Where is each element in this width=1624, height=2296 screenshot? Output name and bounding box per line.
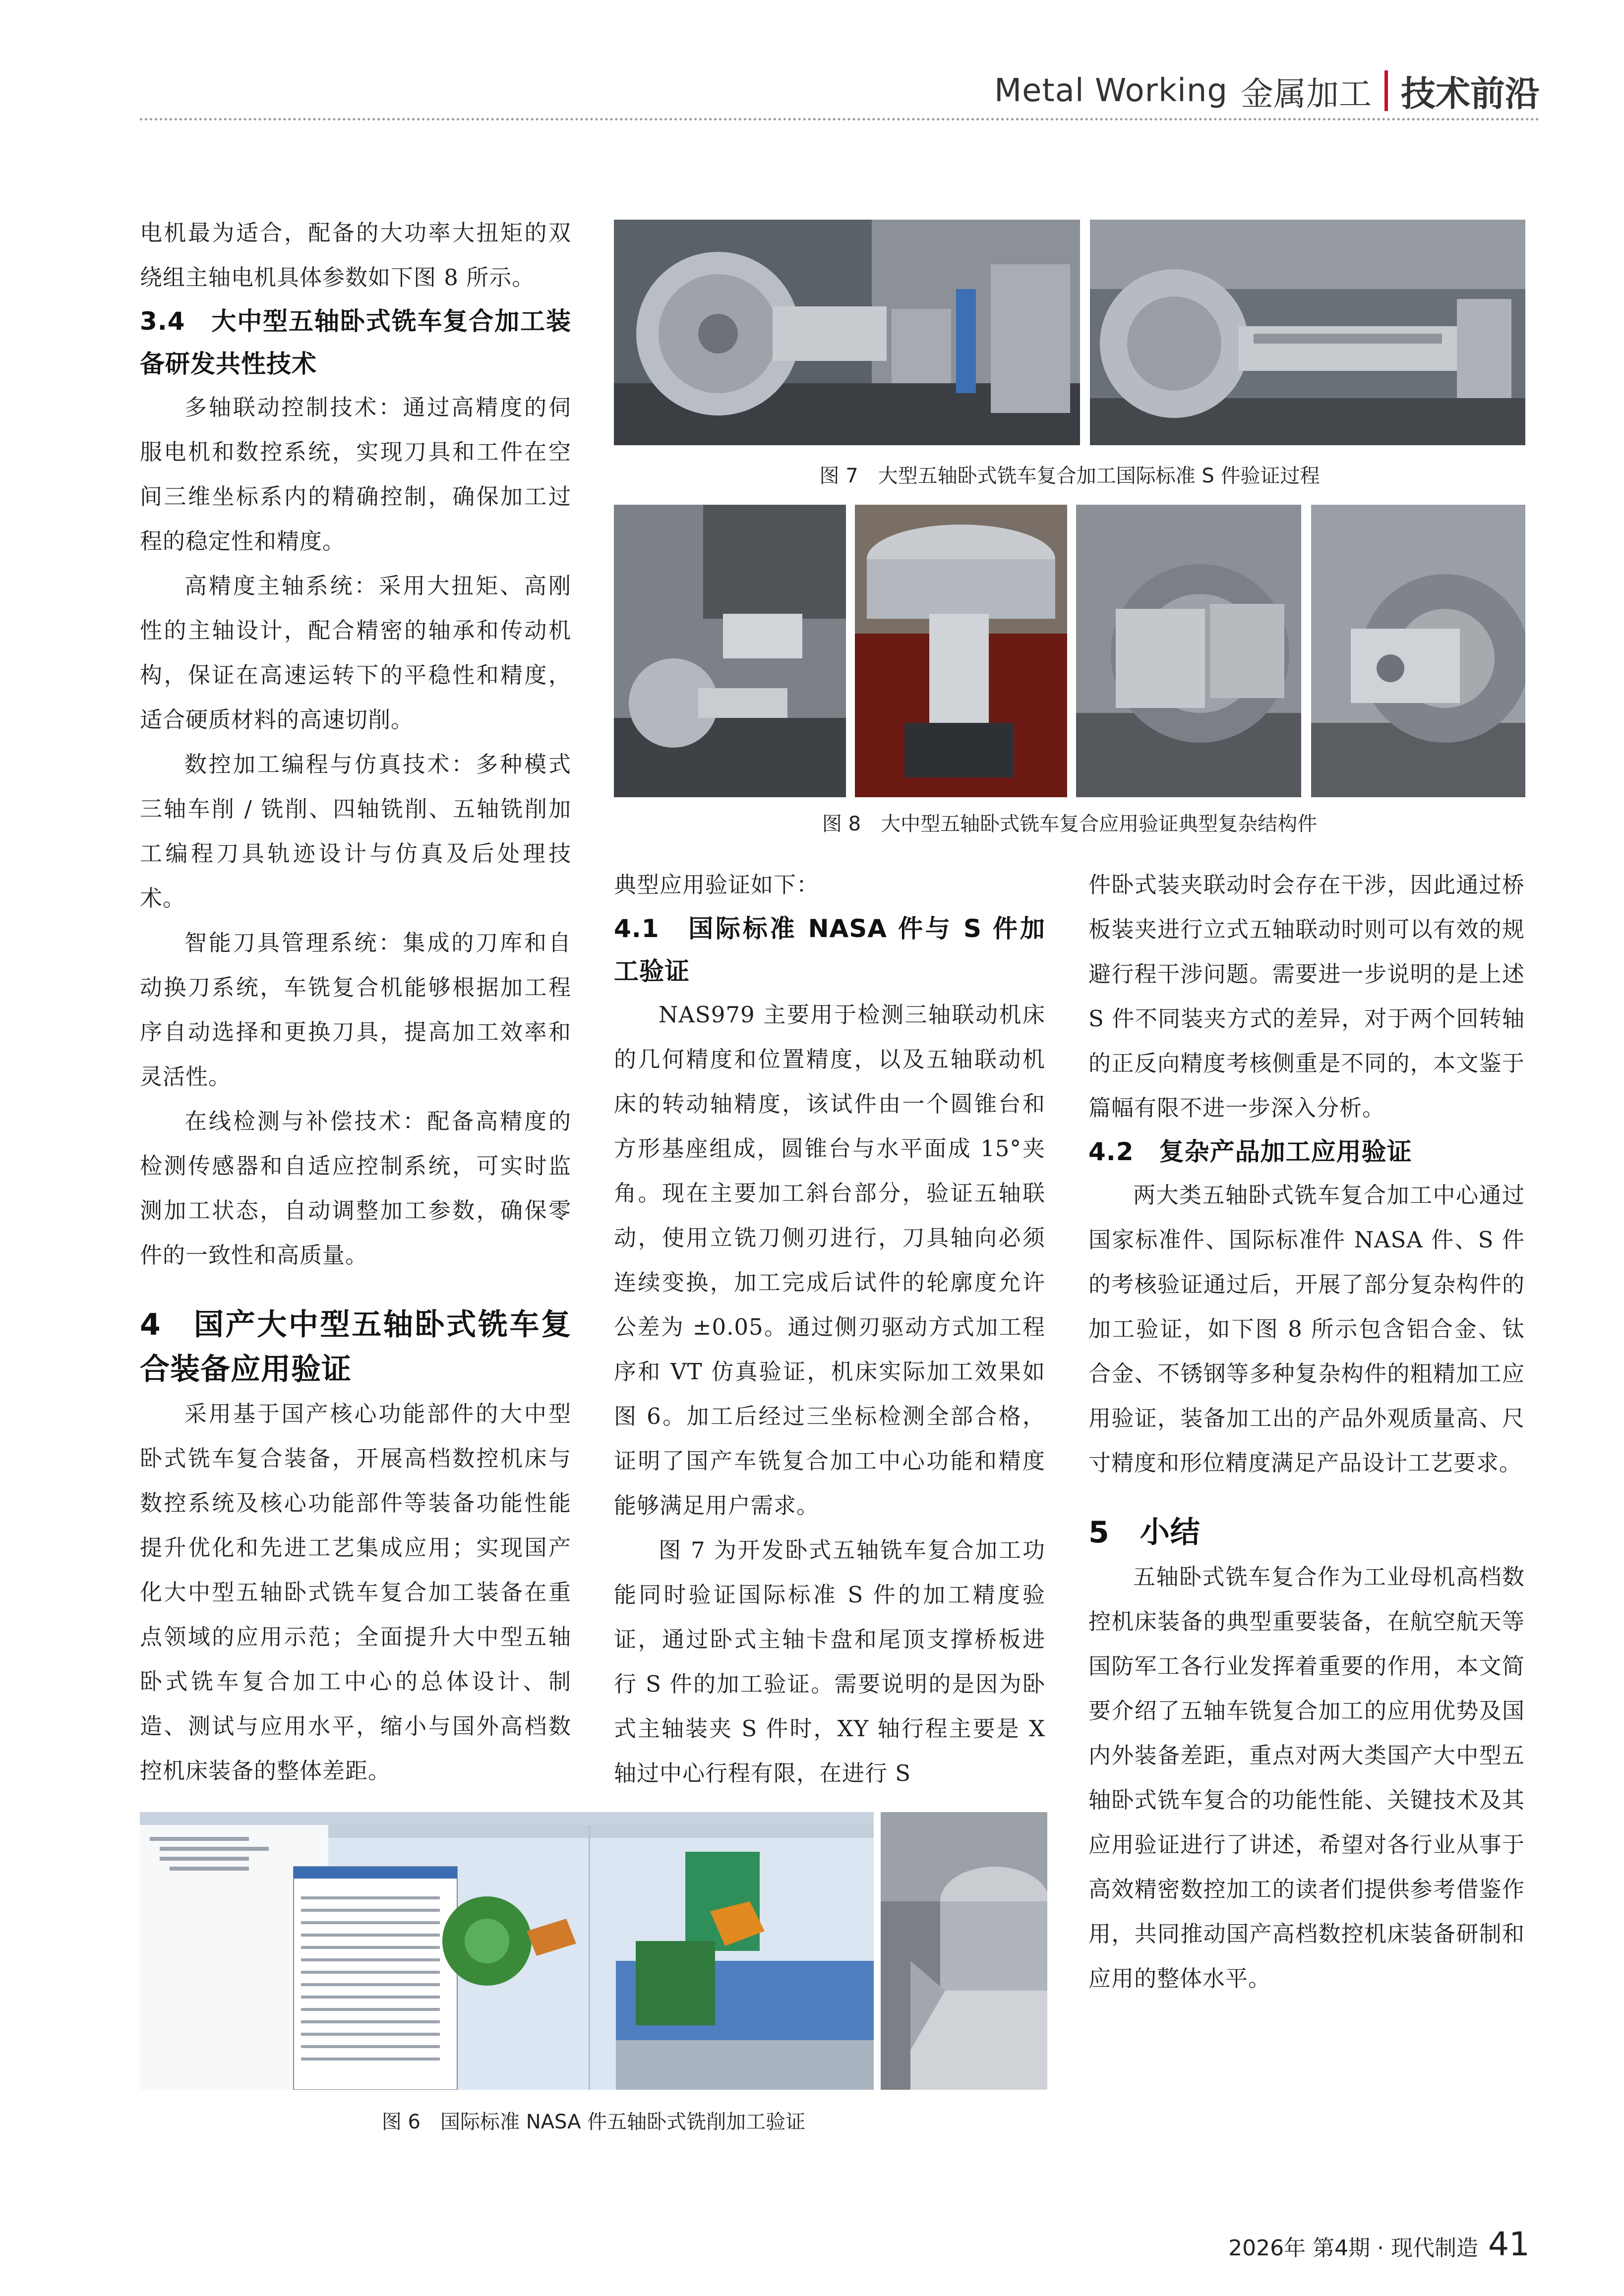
section-3-4-title: 3.4 大中型五轴卧式铣车复合加工装备研发共性技术 xyxy=(140,307,571,378)
fig8-caption: 图 8 大中型五轴卧式铣车复合应用验证典型复杂结构件 xyxy=(822,813,1318,835)
right-continued: 件卧式装夹联动时会存在干涉，因此通过桥板装夹进行立式五轴联动时则可以有效的规避行程干涉问题。需要进一步说明的是上述 S 件不同装夹方式的差异，对于两个回转轴的正反向精度考核侧重是不同的，本文鉴于篇幅有限不进一步深入分析。 xyxy=(1088,872,1525,1121)
fig8-photo-1 xyxy=(614,505,846,797)
section-4-title: 4 国产大中型五轴卧式铣车复合装备应用验证 xyxy=(140,1307,571,1387)
header-column: 技术前沿 xyxy=(1401,73,1540,114)
paragraph: 高精度主轴系统：采用大扭矩、高刚性的主轴设计，配合精密的轴承和传动机构，保证在高速运转下的平稳性和精度，适合硬质材料的高速切削。 xyxy=(140,573,571,733)
section-4-1-title: 4.1 国际标准 NASA 件与 S 件加工验证 xyxy=(614,914,1045,986)
fig7-photo-left xyxy=(614,220,1080,445)
header-divider xyxy=(1384,70,1388,111)
header-en: Metal Working xyxy=(994,72,1228,109)
page-header xyxy=(994,63,1540,118)
fig6-machined-part-photo xyxy=(881,1812,1047,2090)
section-4-2-title: 4.2 复杂产品加工应用验证 xyxy=(1088,1137,1412,1166)
fig6-caption: 图 6 国际标准 NASA 件五轴卧式铣削加工验证 xyxy=(381,2111,806,2133)
middle-column xyxy=(614,863,1045,1796)
left-intro: 电机最为适合，配备的大功率大扭矩的双绕组主轴电机具体参数如下图 8 所示。 xyxy=(140,220,571,291)
right-column xyxy=(1088,863,1525,2001)
paragraph: 采用基于国产核心功能部件的大中型卧式铣车复合装备，开展高档数控机床与数控系统及核心功能部件等装备功能性能提升优化和先进工艺集成应用；实现国产化大中型五轴卧式铣车复合加工装备在重点领域的应用示范；全面提升大中型五轴卧式铣车复合加工中心的总体设计、制造、测试与应用水平，缩小与国外高档数控机床装备的整体差距。 xyxy=(140,1401,571,1784)
paragraph: 五轴卧式铣车复合作为工业母机高档数控机床装备的典型重要装备，在航空航天等国防军工各行业发挥着重要的作用，本文简要介绍了五轴车铣复合加工的应用优势及国内外装备差距，重点对两大类国产大中型五轴卧式铣车复合的功能性能、关键技术及其应用验证进行了讲述，希望对各行业从事于高效精密数控加工的读者们提供参考借鉴作用，共同推动国产高档数控机床装备研制和应用的整体水平。 xyxy=(1088,1564,1525,1992)
fig8-photo-4 xyxy=(1311,505,1525,797)
left-column xyxy=(140,211,571,1793)
page-footer xyxy=(1228,2225,1530,2263)
paragraph: 两大类五轴卧式铣车复合加工中心通过国家标准件、国际标准件 NASA 件、S 件的考核验证通过后，开展了部分复杂构件的加工验证，如下图 8 所示包含铝合金、钛合金、不锈钢等多种复杂构件的粗精加工应用验证，装备加工出的产品外观质量高、尺寸精度和形位精度满足产品设计工艺要求。 xyxy=(1088,1182,1525,1476)
paragraph: 图 7 为开发卧式五轴铣车复合加工功能同时验证国际标准 S 件的加工精度验证，通过卧式主轴卡盘和尾顶支撑桥板进行 S 件的加工验证。需要说明的是因为卧式主轴装夹 S 件时，XY 轴行程主要是 X 轴过中心行程有限，在进行 S xyxy=(614,1537,1045,1786)
header-rule xyxy=(140,118,1540,120)
paragraph: NAS979 主要用于检测三轴联动机床的几何精度和位置精度，以及五轴联动机床的转动轴精度，该试件由一个圆锥台和方形基座组成，圆锥台与水平面成 15°夹角。现在主要加工斜台部分，验证五轴联动，使用立铣刀侧刃进行，刀具轴向必须连续变换，加工完成后试件的轮廓度允许公差为 ±0.05。通过侧刃驱动方式加工程序和 VT 仿真验证，机床实际加工效果如图 6。加工后经过三坐标检测全部合格，证明了国产车铣复合加工中心功能和精度能够满足用户需求。 xyxy=(614,1001,1045,1519)
fig8-photo-2 xyxy=(855,505,1067,797)
paragraph: 多轴联动控制技术：通过高精度的伺服电机和数控系统，实现刀具和工件在空间三维坐标系内的精确控制，确保加工过程的稳定性和精度。 xyxy=(140,394,571,554)
paragraph: 数控加工编程与仿真技术：多种模式三轴车削 / 铣削、四轴铣削、五轴铣削加工编程刀具轨迹设计与仿真及后处理技术。 xyxy=(140,751,571,911)
paragraph: 智能刀具管理系统：集成的刀库和自动换刀系统，车铣复合机能够根据加工程序自动选择和更换刀具，提高加工效率和灵活性。 xyxy=(140,930,571,1090)
section-5-title: 5 小结 xyxy=(1088,1515,1201,1550)
footer-issue: 2026年 第4期 · 现代制造 xyxy=(1228,2236,1479,2261)
page-number: 41 xyxy=(1488,2225,1530,2263)
fig7-caption: 图 7 大型五轴卧式铣车复合加工国际标准 S 件验证过程 xyxy=(819,465,1320,487)
fig8-photo-3 xyxy=(1076,505,1301,797)
mid-lead: 典型应用验证如下： xyxy=(614,872,820,898)
fig6-software-screenshot xyxy=(140,1812,874,2090)
header-section: 金属加工 xyxy=(1241,74,1372,113)
paragraph: 在线检测与补偿技术：配备高精度的检测传感器和自适应控制系统，可实时监测加工状态，自动调整加工参数，确保零件的一致性和高质量。 xyxy=(140,1108,571,1268)
fig7-photo-right xyxy=(1090,220,1525,445)
